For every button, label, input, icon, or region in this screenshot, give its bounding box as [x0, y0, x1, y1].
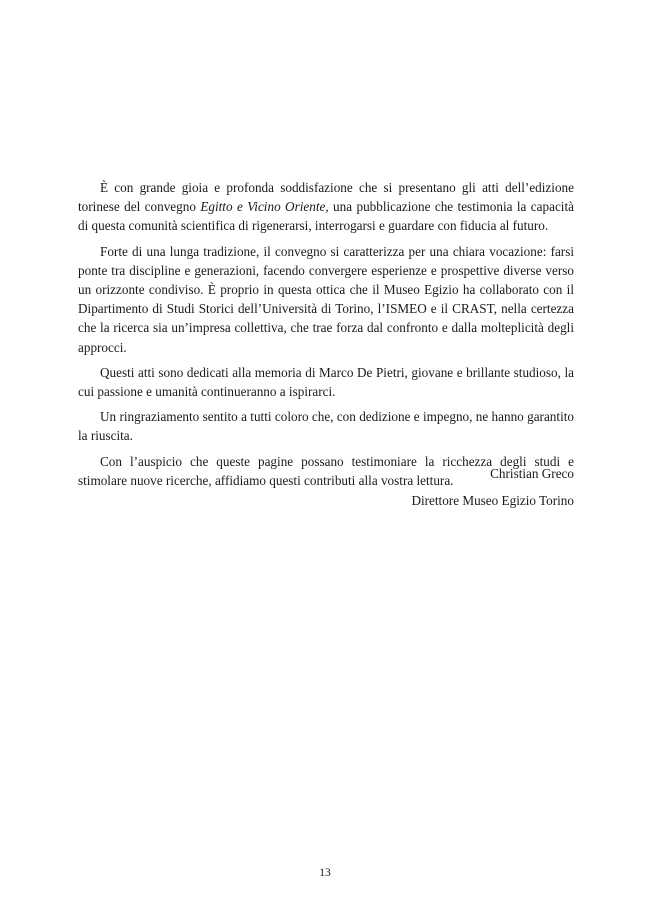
- paragraph-5: Con l’auspicio che queste pagine possano testimoniare la ricchezza degli studi e stimolare nuove ricerche, affidiamo questi contributi alla vostra lettura.: [78, 453, 574, 488]
- signature-block: [411, 464, 574, 518]
- paragraph-4: Un ringraziamento sentito a tutti coloro che, con dedizione e impegno, ne hanno garantito la riuscita.: [78, 409, 574, 444]
- paragraph-3: Questi atti sono dedicati alla memoria di Marco De Pietri, giovane e brillante studioso, la cui passione e umanità continueranno a ispirarci.: [78, 364, 574, 400]
- paragraph-1-start: È con grande gioia e profonda soddisfazione che si presentano gli atti dell’edizione torinese del convegno: [78, 180, 574, 215]
- page-number: 13: [319, 867, 331, 879]
- paragraph-1: [78, 178, 574, 236]
- paragraph-2: Forte di una lunga tradizione, il convegno si caratterizza per una chiara vocazione: farsi ponte tra discipline e generazioni, facendo convergere esperienze e prospettive diverse verso un orizzonte condiviso. È proprio in questa ottica che il Museo Egizio ha collaborato con il Dipartimento di Studi Storici dell’Università di Torino, l’ISMEO e il CRAST, nella certezza che la ricerca sia un’impresa collettiva, che trae forza dal confronto e dalla molteplicità degli approcci.: [78, 243, 574, 355]
- paragraph-1-end: una pubblicazione che testimonia la capacità di questa comunità scientifica di rigenerarsi, interrogarsi e guardare con fiducia al futuro.: [78, 199, 574, 234]
- signature-role: Direttore Museo Egizio Torino: [411, 493, 574, 508]
- conference-title: Egitto e Vicino Oriente,: [200, 199, 329, 215]
- signature-name: Christian Greco: [490, 466, 574, 481]
- preface-body: [78, 178, 574, 496]
